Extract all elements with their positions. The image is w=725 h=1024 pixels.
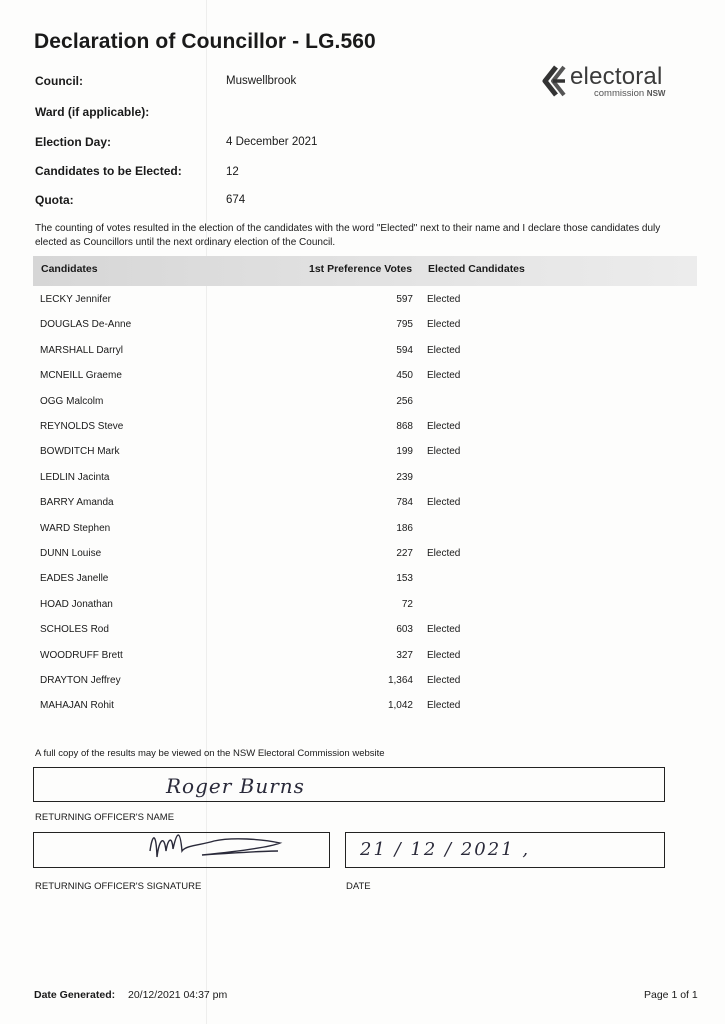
first-preference-votes: 1,042 <box>387 700 413 711</box>
candidate-name: BOWDITCH Mark <box>40 446 120 457</box>
meta-value-candidates-to-elect: 12 <box>226 166 239 178</box>
table-row <box>0 700 725 720</box>
table-row <box>0 650 725 670</box>
table-row <box>0 548 725 568</box>
meta-label-candidates-to-elect: Candidates to be Elected: <box>35 164 182 178</box>
first-preference-votes: 327 <box>396 650 413 661</box>
returning-officer-name-box <box>33 767 665 802</box>
table-row <box>0 446 725 466</box>
table-row <box>0 294 725 314</box>
elected-status: Elected <box>427 421 461 432</box>
meta-value-council: Muswellbrook <box>226 75 297 87</box>
returning-officer-signature-label: RETURNING OFFICER'S SIGNATURE <box>35 881 202 892</box>
table-row <box>0 396 725 416</box>
signature-scribble-icon <box>142 821 322 865</box>
table-row <box>0 345 725 365</box>
meta-value-quota: 674 <box>226 194 246 206</box>
candidate-name: DRAYTON Jeffrey <box>40 675 121 686</box>
returning-officer-name-label: RETURNING OFFICER'S NAME <box>35 812 175 823</box>
table-row <box>0 624 725 644</box>
candidate-name: HOAD Jonathan <box>40 599 113 610</box>
candidate-name: MARSHALL Darryl <box>40 345 123 356</box>
first-preference-votes: 597 <box>396 294 413 305</box>
logo-mark-icon <box>540 64 570 98</box>
meta-value-election-day: 4 December 2021 <box>226 136 318 148</box>
candidate-name: REYNOLDS Steve <box>40 421 124 432</box>
logo-wordmark: electoral <box>570 63 663 90</box>
elected-status: Elected <box>427 319 461 330</box>
first-preference-votes: 72 <box>401 599 413 610</box>
candidate-name: WARD Stephen <box>40 523 111 534</box>
declaration-date-handwritten: 21 / 12 / 2021 , <box>360 839 531 860</box>
elected-status: Elected <box>427 345 461 356</box>
elected-status: Elected <box>427 497 461 508</box>
page-number: Page 1 of 1 <box>644 989 698 1001</box>
candidate-name: DOUGLAS De-Anne <box>40 319 132 330</box>
meta-label-election-day: Election Day: <box>35 135 112 149</box>
logo-subtitle: commission NSW <box>594 88 666 99</box>
candidate-name: LECKY Jennifer <box>40 294 111 305</box>
meta-label-quota: Quota: <box>35 193 74 207</box>
date-generated-value: 20/12/2021 04:37 pm <box>128 989 228 1001</box>
candidate-name: MAHAJAN Rohit <box>40 700 114 711</box>
candidate-name: EADES Janelle <box>40 573 109 584</box>
elected-status: Elected <box>427 675 461 686</box>
elected-status: Elected <box>427 370 461 381</box>
table-row <box>0 370 725 390</box>
first-preference-votes: 868 <box>396 421 413 432</box>
table-row <box>0 523 725 543</box>
table-row <box>0 675 725 695</box>
returning-officer-signature-box <box>33 832 330 868</box>
first-preference-votes: 795 <box>396 319 413 330</box>
candidate-name: OGG Malcolm <box>40 396 104 407</box>
candidate-name: MCNEILL Graeme <box>40 370 122 381</box>
first-preference-votes: 199 <box>396 446 413 457</box>
column-header-votes: 1st Preference Votes <box>309 263 413 275</box>
declaration-statement: The counting of votes resulted in the election of the candidates with the word "Elected" next to their name and I declare those candidates duly elected as Councillors until the next ordinary election of the Council. <box>35 223 661 248</box>
first-preference-votes: 603 <box>396 624 413 635</box>
page-title: Declaration of Councillor - LG.560 <box>34 30 376 53</box>
candidate-name: DUNN Louise <box>40 548 102 559</box>
results-table-header <box>33 256 697 286</box>
returning-officer-name-handwritten: Roger Burns <box>166 774 305 798</box>
declaration-date-label: DATE <box>346 881 371 892</box>
first-preference-votes: 186 <box>396 523 413 534</box>
column-header-candidates: Candidates <box>41 263 98 275</box>
electoral-commission-logo <box>538 62 678 102</box>
column-header-elected: Elected Candidates <box>428 263 525 275</box>
results-website-note: A full copy of the results may be viewed on the NSW Electoral Commission website <box>35 748 385 759</box>
elected-status: Elected <box>427 548 461 559</box>
candidate-name: WOODRUFF Brett <box>40 650 123 661</box>
first-preference-votes: 1,364 <box>387 675 413 686</box>
meta-label-ward: Ward (if applicable): <box>35 105 150 119</box>
candidate-name: BARRY Amanda <box>40 497 114 508</box>
table-row <box>0 472 725 492</box>
first-preference-votes: 784 <box>396 497 413 508</box>
elected-status: Elected <box>427 294 461 305</box>
candidate-name: LEDLIN Jacinta <box>40 472 110 483</box>
table-row <box>0 497 725 517</box>
date-generated-label: Date Generated: <box>34 989 116 1001</box>
table-row <box>0 421 725 441</box>
elected-status: Elected <box>427 446 461 457</box>
first-preference-votes: 256 <box>396 396 413 407</box>
meta-label-council: Council: <box>35 74 83 88</box>
table-row <box>0 573 725 593</box>
first-preference-votes: 239 <box>396 472 413 483</box>
declaration-date-box <box>345 832 665 868</box>
first-preference-votes: 227 <box>396 548 413 559</box>
table-row <box>0 319 725 339</box>
first-preference-votes: 450 <box>396 370 413 381</box>
table-row <box>0 599 725 619</box>
first-preference-votes: 594 <box>396 345 413 356</box>
first-preference-votes: 153 <box>396 573 413 584</box>
elected-status: Elected <box>427 624 461 635</box>
candidate-name: SCHOLES Rod <box>40 624 109 635</box>
elected-status: Elected <box>427 700 461 711</box>
elected-status: Elected <box>427 650 461 661</box>
